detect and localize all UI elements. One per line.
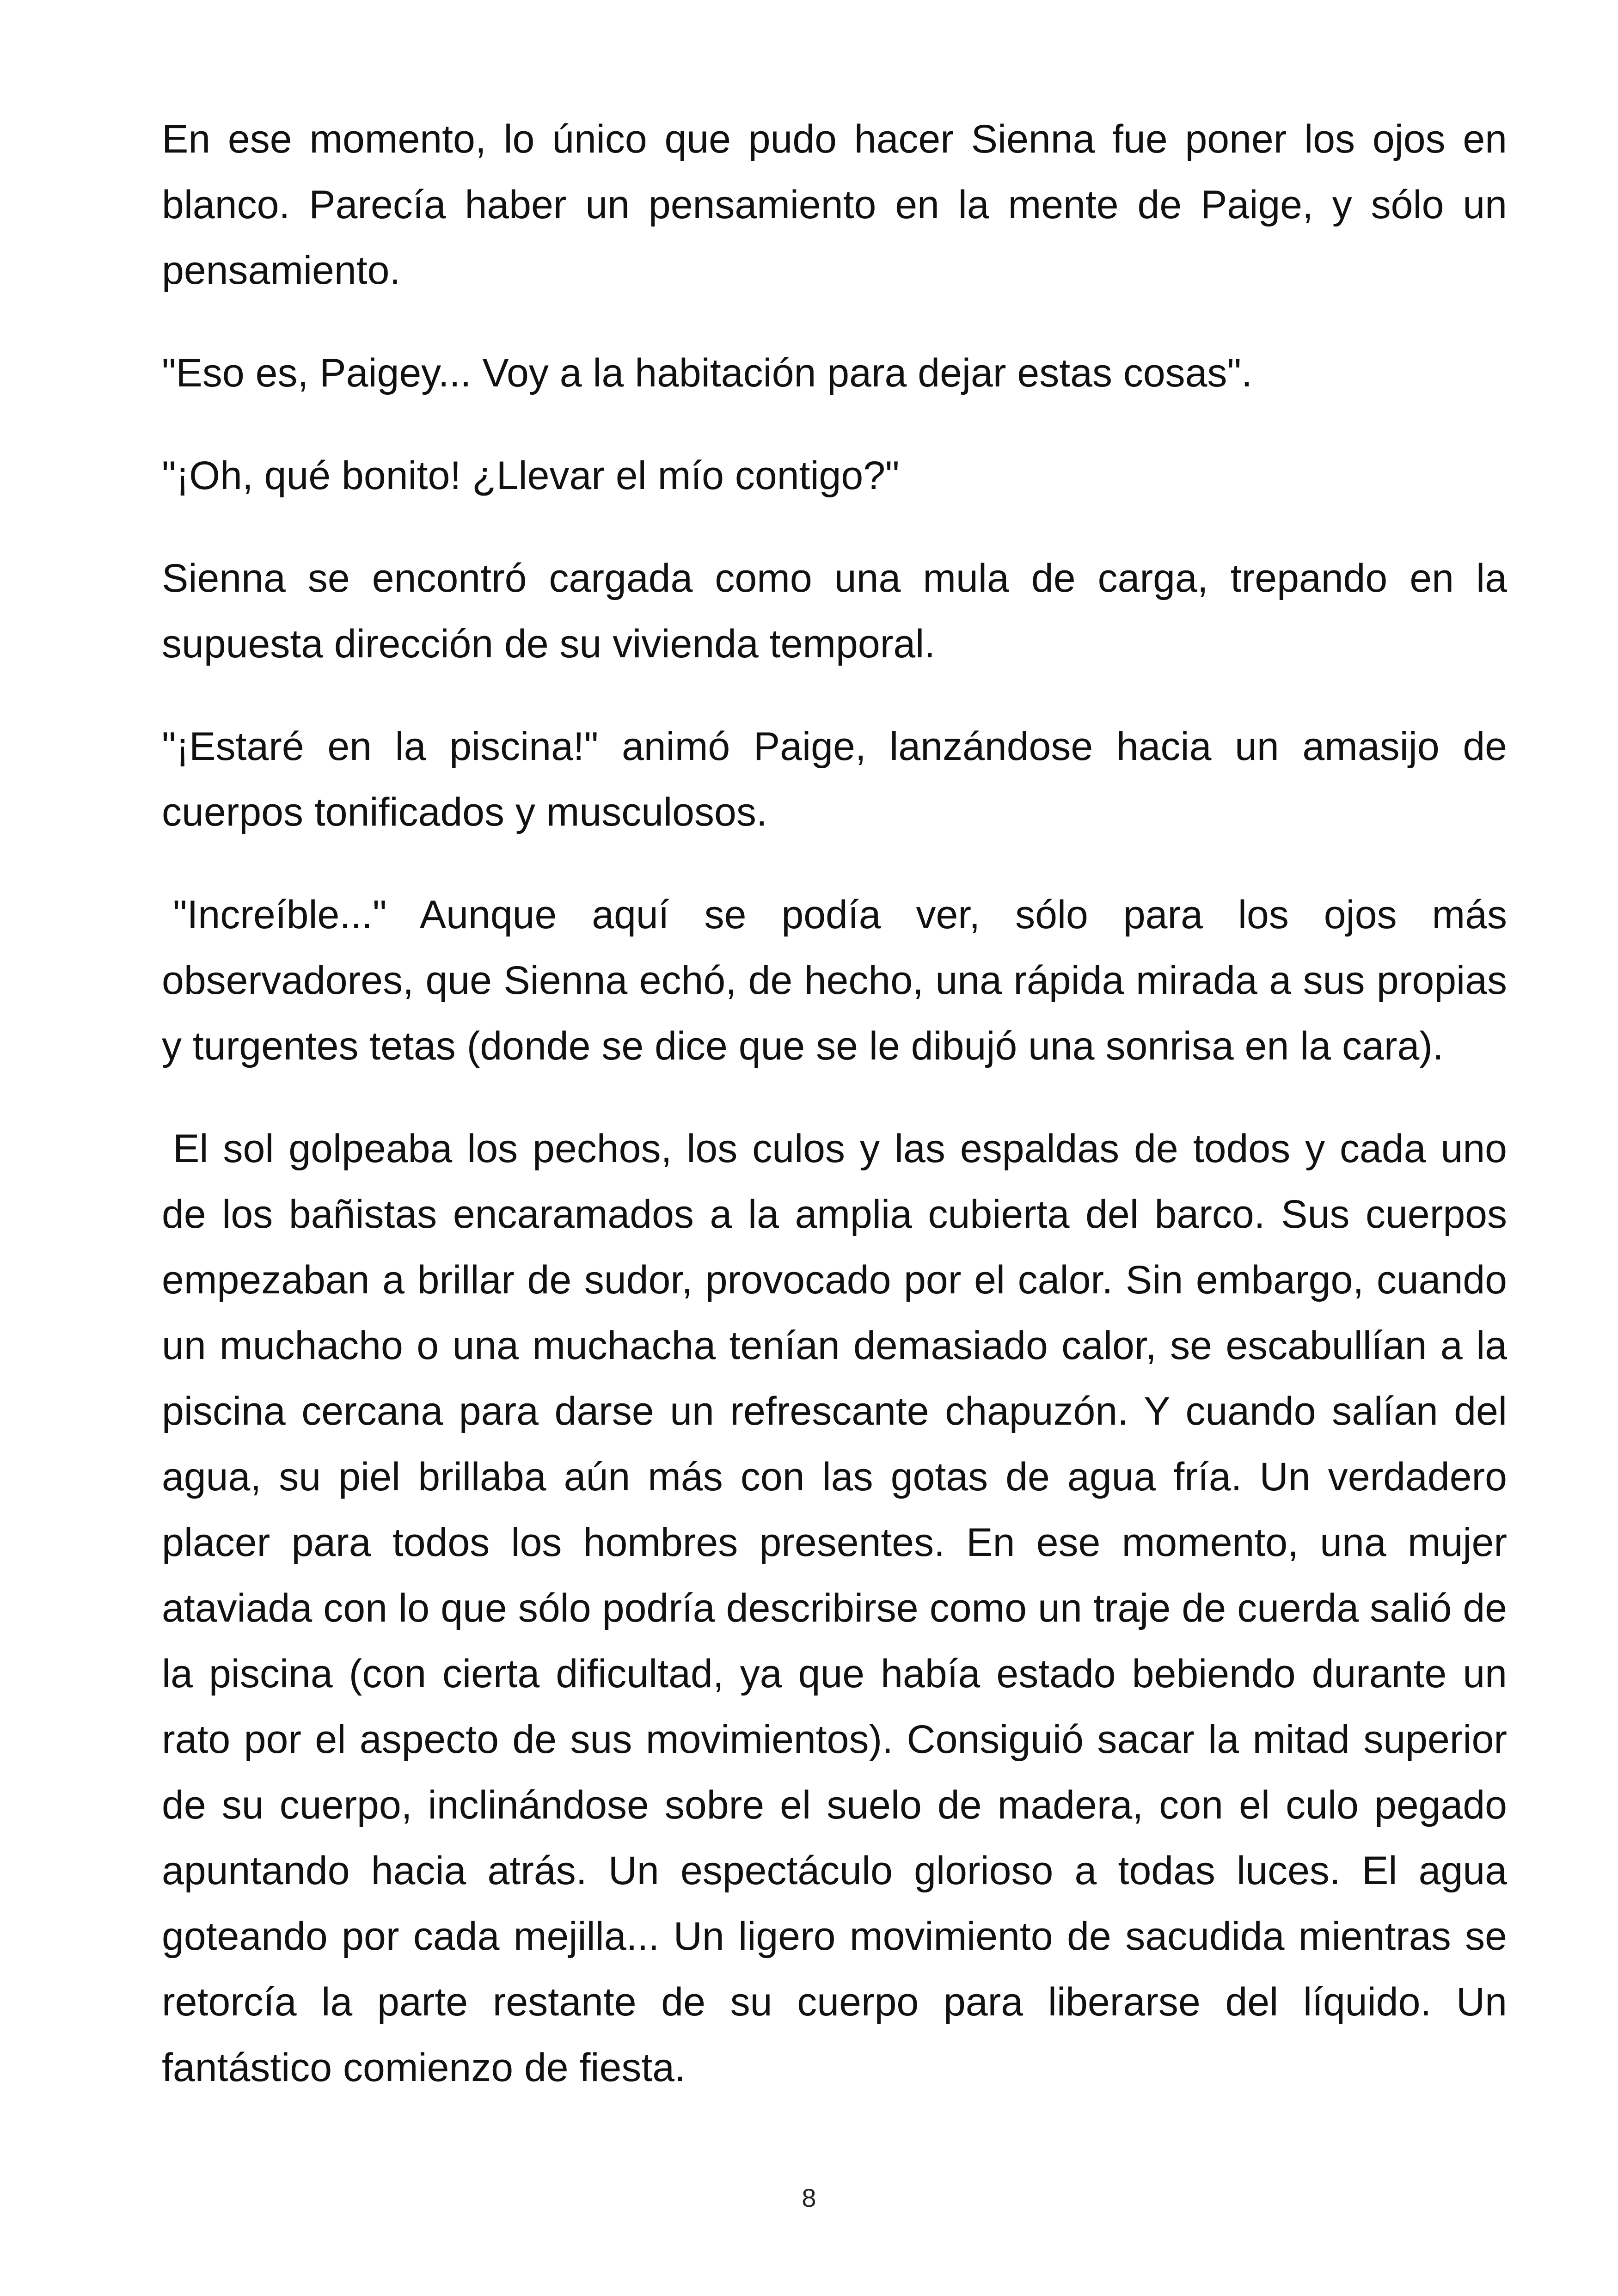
paragraph-6: "Increíble..." Aunque aquí se podía ver, sólo para los ojos más observadores, que Sienna echó, de hecho, una rápida mirada a sus propias y turgentes tetas (donde se dice que se le dibujó una sonrisa en la cara). bbox=[162, 893, 1507, 1068]
paragraph-5: "¡Estaré en la piscina!" animó Paige, lanzándose hacia un amasijo de cuerpos tonificados y musculosos. bbox=[162, 724, 1507, 834]
paragraph-1: En ese momento, lo único que pudo hacer Sienna fue poner los ojos en blanco. Parecía haber un pensamiento en la mente de Paige, y sólo un pensamiento. bbox=[162, 117, 1507, 293]
paragraph-7: El sol golpeaba los pechos, los culos y las espaldas de todos y cada uno de los bañistas encaramados a la amplia cubierta del barco. Sus cuerpos empezaban a brillar de sudor, provocado por el calor. Sin embargo, cuando un muchacho o una muchacha tenían demasiado calor, se escabullían a la piscina cercana para darse un refrescante chapuzón. Y cuando salían del agua, su piel brillaba aún más con las gotas de agua fría. Un verdadero placer para todos los hombres presentes. En ese momento, una mujer ataviada con lo que sólo podría describirse como un traje de cuerda salió de la piscina (con cierta dificultad, ya que había estado bebiendo durante un rato por el aspecto de sus movimientos). Consiguió sacar la mitad superior de su cuerpo, inclinándose sobre el suelo de madera, con el culo pegado apuntando hacia atrás. Un espectáculo glorioso a todas luces. El agua goteando por cada mejilla... Un ligero movimiento de sacudida mientras se retorcía la parte restante de su cuerpo para liberarse del líquido. Un fantástico comienzo de fiesta. bbox=[162, 1127, 1507, 2090]
paragraph-2: "Eso es, Paigey... Voy a la habitación para dejar estas cosas". bbox=[162, 351, 1252, 395]
paragraph-3: "¡Oh, qué bonito! ¿Llevar el mío contigo?" bbox=[162, 453, 900, 498]
page-number: 8 bbox=[802, 2183, 816, 2212]
document-page bbox=[162, 106, 1507, 2163]
paragraph-4: Sienna se encontró cargada como una mula de carga, trepando en la supuesta dirección de su vivienda temporal. bbox=[162, 556, 1507, 666]
